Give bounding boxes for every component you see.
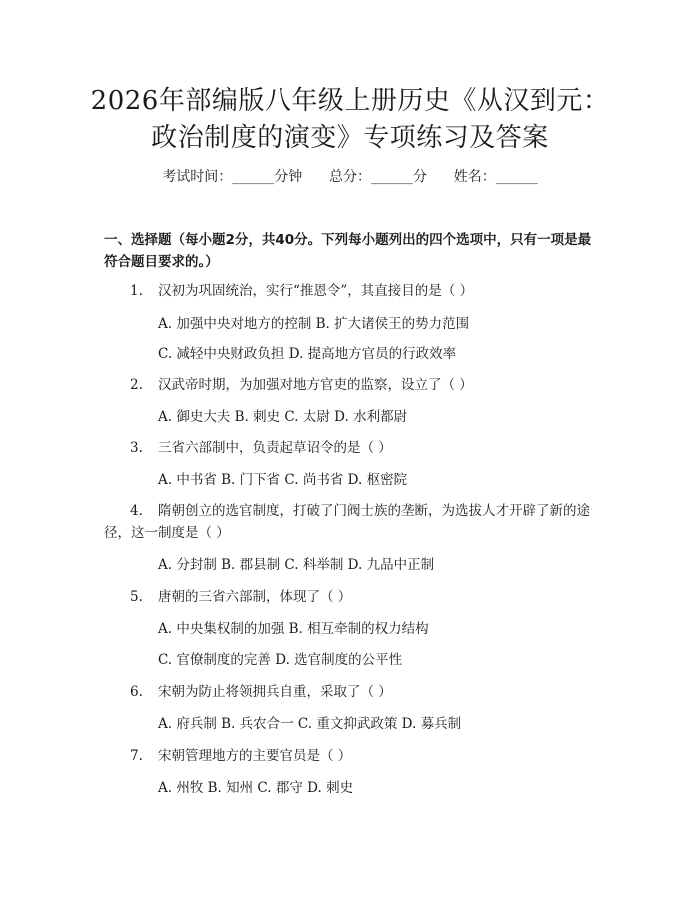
question-text: 宋朝管理地方的主要官员是（ ） — [158, 748, 352, 764]
section-heading: 一、选择题（每小题2分，共40分。下列每小题列出的四个选项中，只有一项是最符合题目要求的。） — [104, 232, 592, 270]
question-options: A. 中央集权制的加强 B. 相互牵制的权力结构 — [158, 621, 429, 637]
question-options: A. 中书省 B. 门下省 C. 尚书省 D. 枢密院 — [158, 472, 408, 488]
question-text: 汉武帝时期，为加强对地方官吏的监察，设立了（ ） — [158, 377, 473, 393]
question-options: C. 官僚制度的完善 D. 选官制度的公平性 — [158, 652, 403, 668]
question-number: 1. — [130, 283, 143, 299]
exam-meta-line — [0, 166, 700, 188]
question-number: 4. — [130, 503, 143, 519]
question-options: A. 府兵制 B. 兵农合一 C. 重文抑武政策 D. 募兵制 — [158, 716, 462, 732]
question-number: 6. — [130, 684, 143, 700]
question-number: 7. — [130, 748, 143, 764]
page-title-line-1: 2026年部编版八年级上册历史《从汉到元： — [90, 86, 610, 116]
question-number: 3. — [130, 440, 143, 456]
page-title-line-2: 政治制度的演变》专项练习及答案 — [151, 123, 549, 153]
question-text: 汉初为巩固统治，实行“推恩令”，其直接目的是（ ） — [158, 283, 474, 299]
question-text: 隋朝创立的选官制度，打破了门阀士族的垄断，为选拔人才开辟了新的途径，这一制度是（ ） — [104, 503, 590, 541]
question-text: 唐朝的三省六部制，体现了（ ） — [158, 589, 352, 605]
question-options: A. 御史大夫 B. 刺史 C. 太尉 D. 水利都尉 — [158, 409, 408, 425]
question-options: C. 减轻中央财政负担 D. 提高地方官员的行政效率 — [158, 346, 457, 362]
question-number: 2. — [130, 377, 143, 393]
question-text: 三省六部制中，负责起草诏令的是（ ） — [158, 440, 392, 456]
question-number: 5. — [130, 589, 143, 605]
question-options: A. 加强中央对地方的控制 B. 扩大诸侯王的势力范围 — [158, 316, 470, 332]
question-text: 宋朝为防止将领拥兵自重，采取了（ ） — [158, 684, 392, 700]
question-options: A. 州牧 B. 知州 C. 郡守 D. 刺史 — [158, 780, 354, 796]
exam-meta-text: 考试时间：______分钟 总分：______分 姓名：______ — [162, 169, 538, 185]
question-options: A. 分封制 B. 郡县制 C. 科举制 D. 九品中正制 — [158, 557, 435, 573]
